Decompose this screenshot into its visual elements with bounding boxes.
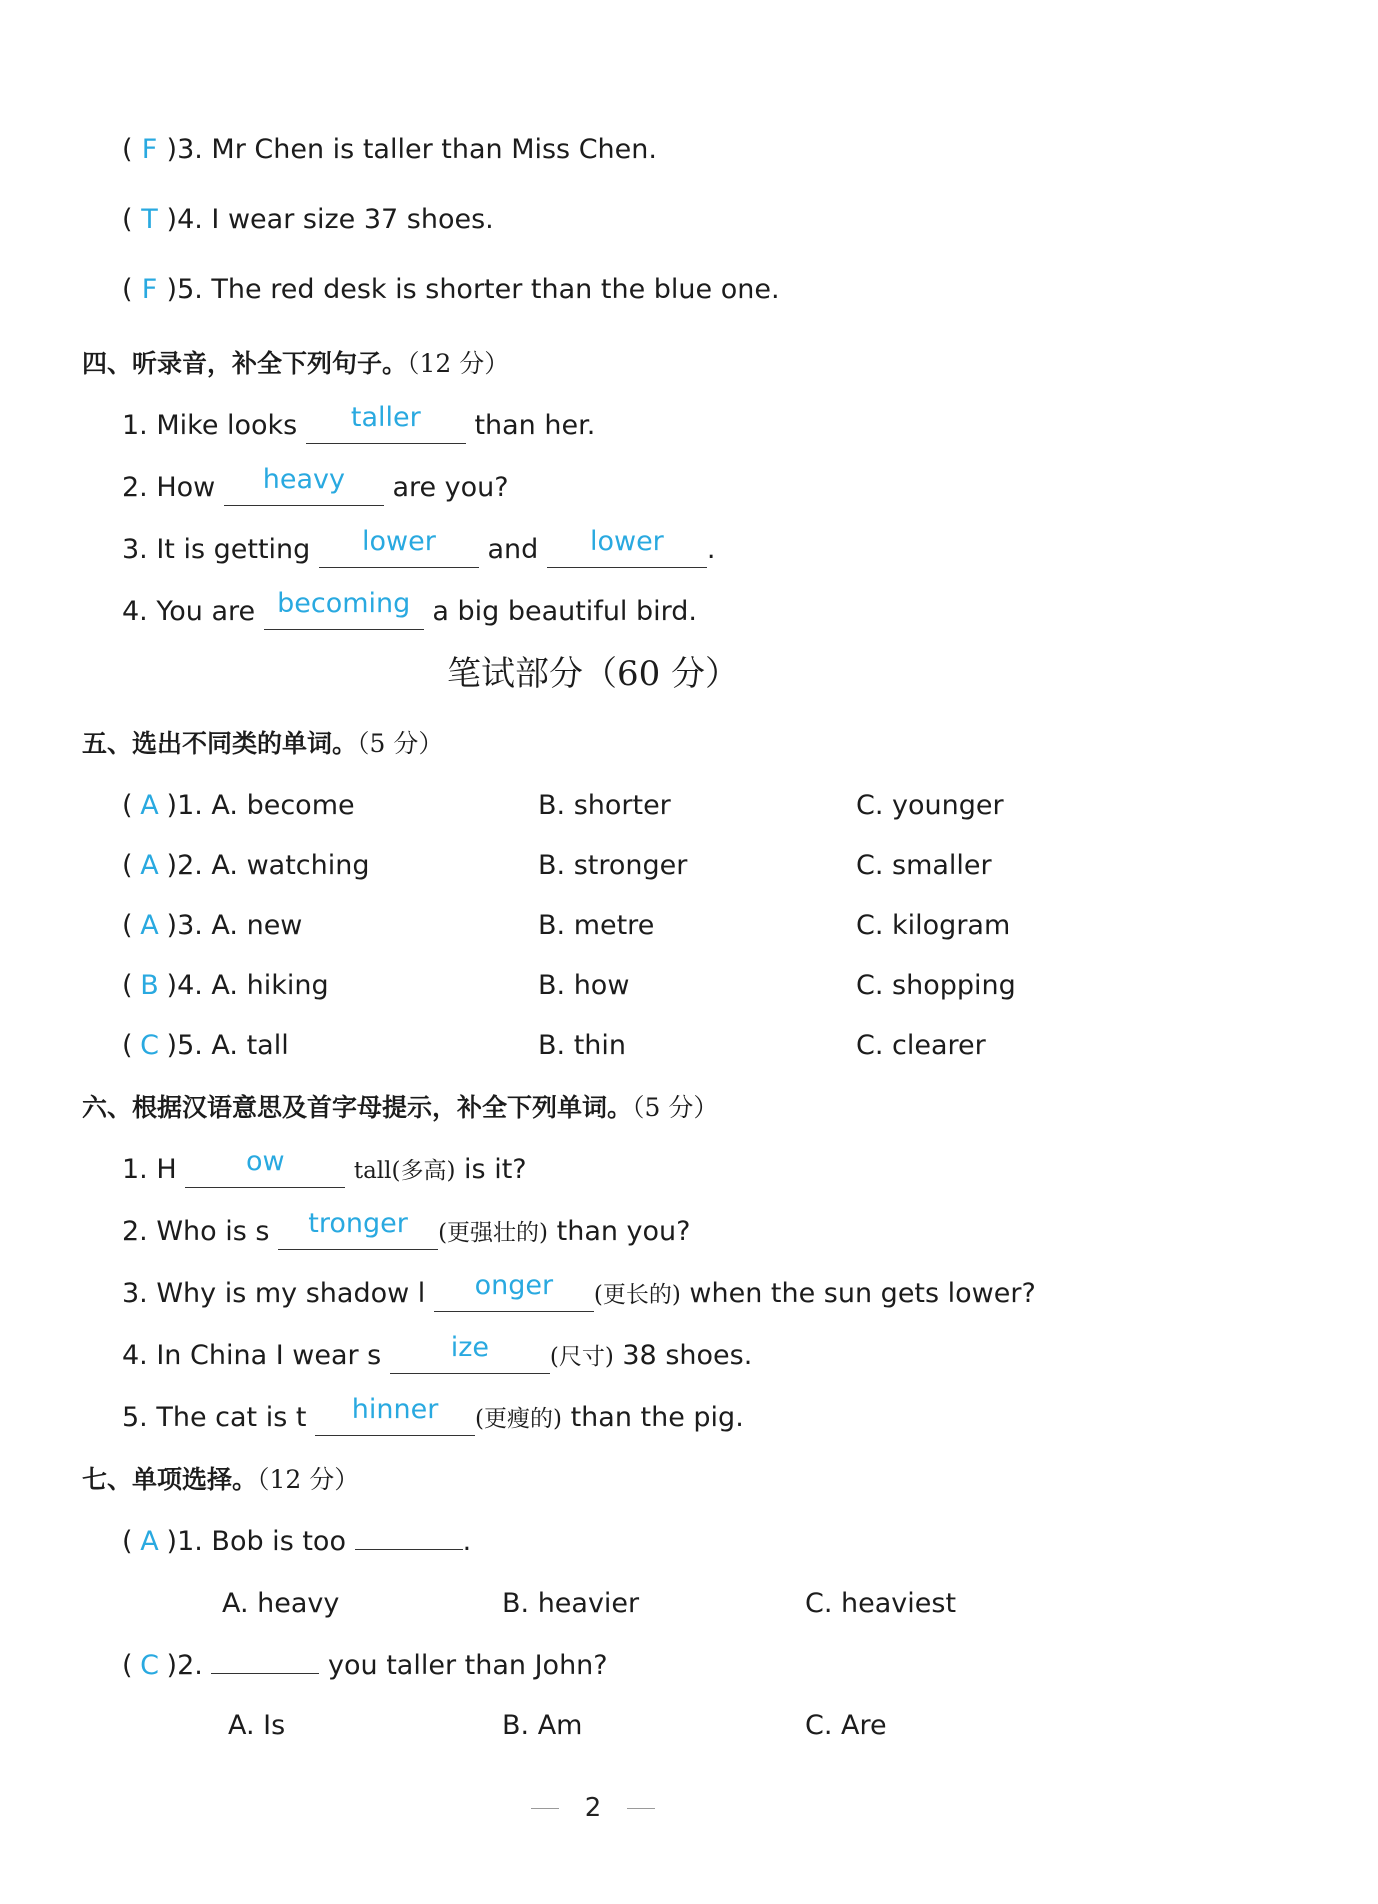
listen-item-4: 4. You are becoming a big beautiful bird. — [122, 592, 697, 632]
word-blank-2: tronger — [278, 1215, 438, 1250]
odd-item-1-b: B. shorter — [538, 790, 671, 821]
page-footer — [0, 1790, 1186, 1826]
odd-item-2-c: C. smaller — [856, 850, 992, 881]
section4-heading: 四、听录音，补全下列句子。（12 分） — [82, 349, 510, 378]
odd-item-1-c: C. younger — [856, 790, 1004, 821]
mc-blank-2 — [211, 1673, 319, 1674]
tf-answer-4: T — [141, 204, 158, 235]
footer-dash-right — [627, 1808, 655, 1809]
mc-item-2: ( C )2. you taller than John? — [122, 1650, 608, 1681]
section6-heading: 六、根据汉语意思及首字母提示，补全下列单词。（5 分） — [82, 1093, 719, 1122]
mc-1-option-b: B. heavier — [502, 1588, 640, 1619]
answer-blank-3a: lower — [319, 533, 479, 568]
odd-item-3-c: C. kilogram — [856, 910, 1011, 941]
odd-item-2-b: B. stronger — [538, 850, 688, 881]
tf-text-3: )3. Mr Chen is taller than Miss Chen. — [166, 134, 657, 165]
odd-item-5: ( C )5. A. tall — [122, 1030, 289, 1061]
word-blank-4: ize — [390, 1339, 550, 1374]
listen-item-2: 2. How heavy are you? — [122, 468, 509, 508]
odd-item-5-b: B. thin — [538, 1030, 627, 1061]
word-blank-3: onger — [434, 1277, 594, 1312]
word-blank-1: ow — [185, 1153, 345, 1188]
tf-text-4: )4. I wear size 37 shoes. — [166, 204, 494, 235]
odd-item-4-c: C. shopping — [856, 970, 1016, 1001]
page-number: 2 — [584, 1793, 602, 1823]
tf-answer-5: F — [141, 274, 158, 305]
word-item-2: 2. Who is s tronger (更强壮的) than you? — [122, 1212, 691, 1253]
odd-item-3: ( A )3. A. new — [122, 910, 303, 941]
answer-blank-3b: lower — [547, 533, 707, 568]
mc-1-option-a: A. heavy — [222, 1588, 340, 1619]
tf-item-3: ( F )3. Mr Chen is taller than Miss Chen. — [122, 130, 657, 170]
odd-item-1: ( A )1. A. become — [122, 790, 355, 821]
section5-heading: 五、选出不同类的单词。（5 分） — [82, 729, 444, 758]
word-item-4: 4. In China I wear s ize (尺寸) 38 shoes. — [122, 1336, 752, 1377]
tf-text-5: )5. The red desk is shorter than the blue one. — [166, 274, 780, 305]
listen-item-3: 3. It is getting lower and lower . — [122, 530, 715, 570]
listen-item-1: 1. Mike looks taller than her. — [122, 406, 595, 446]
mc-2-option-b: B. Am — [502, 1710, 583, 1741]
mc-2-option-a: A. Is — [228, 1710, 286, 1741]
word-blank-5: hinner — [315, 1401, 475, 1436]
mc-2-option-c: C. Are — [805, 1710, 887, 1741]
section7-heading: 七、单项选择。（12 分） — [82, 1465, 360, 1494]
tf-item-4: ( T )4. I wear size 37 shoes. — [122, 200, 494, 240]
tf-item-5: ( F )5. The red desk is shorter than the blue one. — [122, 270, 780, 310]
answer-blank-2: heavy — [224, 471, 384, 506]
mc-1-option-c: C. heaviest — [805, 1588, 957, 1619]
mc-item-1: ( A )1. Bob is too . — [122, 1526, 472, 1557]
odd-item-2: ( A )2. A. watching — [122, 850, 370, 881]
odd-item-3-b: B. metre — [538, 910, 655, 941]
mc-blank-1 — [355, 1549, 463, 1550]
odd-item-5-c: C. clearer — [856, 1030, 986, 1061]
tf-answer-3: F — [141, 134, 158, 165]
word-item-1: 1. H ow tall(多高) is it? — [122, 1150, 527, 1191]
written-part-title: 笔试部分（60 分） — [446, 654, 740, 694]
odd-item-4-b: B. how — [538, 970, 630, 1001]
odd-item-4: ( B )4. A. hiking — [122, 970, 329, 1001]
word-item-5: 5. The cat is t hinner (更瘦的) than the pig. — [122, 1398, 744, 1439]
footer-dash-left — [531, 1808, 559, 1809]
answer-blank-1: taller — [306, 409, 466, 444]
word-item-3: 3. Why is my shadow l onger (更长的) when the sun gets lower? — [122, 1274, 1036, 1315]
answer-blank-4: becoming — [264, 595, 424, 630]
